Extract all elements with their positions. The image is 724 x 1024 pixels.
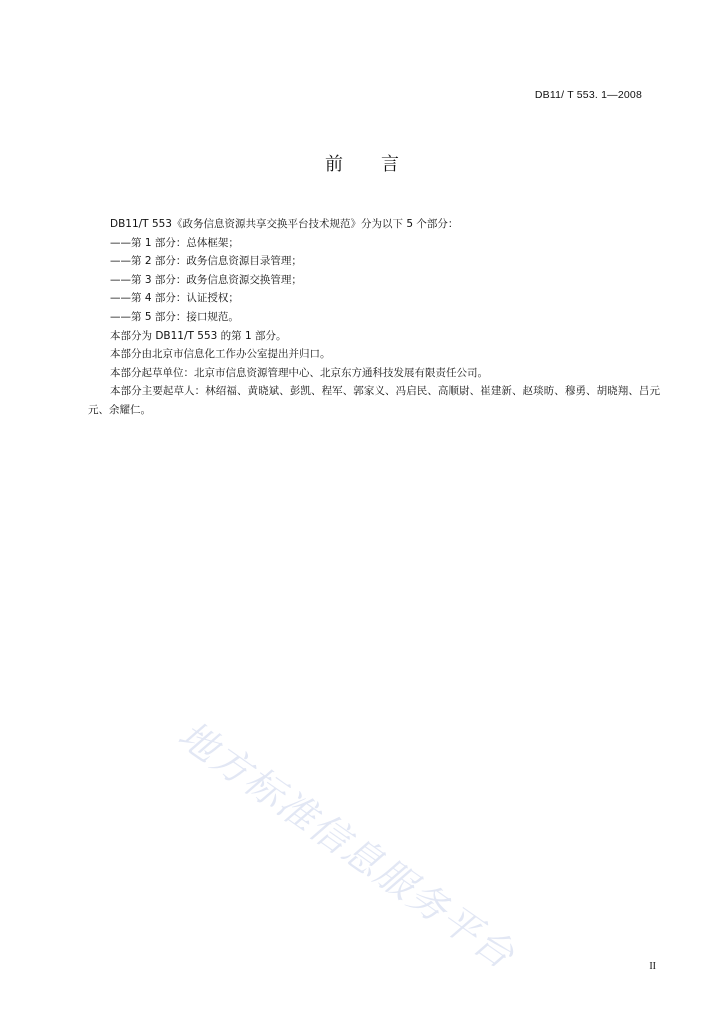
part-list-item-3: ——第 3 部分：政务信息资源交换管理； — [110, 273, 302, 286]
document-body — [88, 215, 660, 420]
intro-paragraph: DB11/T 553《政务信息资源共享交换平台技术规范》分为以下 5 个部分： — [110, 218, 459, 230]
watermark: 地方标准信息服务平台 — [170, 712, 524, 978]
part-list-item-5: ——第 5 部分：接口规范。 — [110, 310, 239, 323]
drafters: 本部分主要起草人：林绍福、黄晓斌、彭凯、程军、郭家义、冯启民、高顺尉、崔建新、赵琰昉、穆勇、胡晓翔、吕元元、余耀仁。 — [88, 385, 660, 416]
part-list-item-1: ——第 1 部分：总体框架； — [110, 236, 239, 249]
part-list-item-2: ——第 2 部分：政务信息资源目录管理； — [110, 255, 302, 268]
document-code: DB11/ T 553. 1—2008 — [534, 89, 642, 101]
drafting-units: 本部分起草单位：北京市信息资源管理中心、北京东方通科技发展有限责任公司。 — [110, 366, 488, 379]
part-statement: 本部分为 DB11/T 553 的第 1 部分。 — [110, 329, 287, 342]
part-list-item-4: ——第 4 部分：认证授权； — [110, 292, 239, 305]
page-number: II — [649, 961, 656, 972]
proposer-statement: 本部分由北京市信息化工作办公室提出并归口。 — [110, 348, 331, 361]
page-title: 前言 — [325, 154, 437, 175]
